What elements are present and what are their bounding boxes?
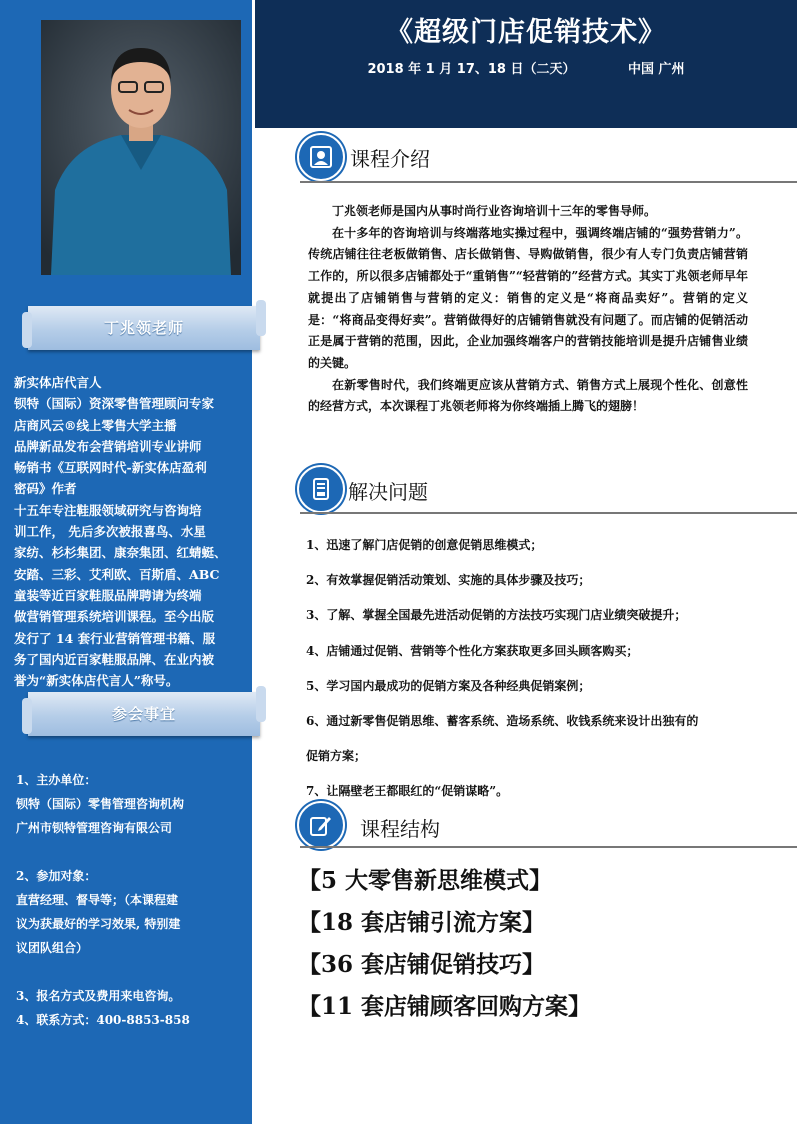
page-subtitle [255, 58, 797, 77]
intro-section-icon [297, 133, 345, 181]
list-item: 1、迅速了解门店促销的创意促销思维模式； [306, 538, 543, 552]
page-header [255, 0, 797, 128]
attend-line: 2、参加对象： [16, 869, 97, 883]
attend-line [16, 960, 246, 984]
attend-line: 4、联系方式：400-8853-858 [16, 1013, 190, 1027]
attend-line: 议为获最好的学习效果, 特别建 [16, 917, 181, 931]
bio-line: 新实体店代言人 [14, 375, 102, 390]
bio-line: 畅销书《互联网时代-新实体店盈利 [14, 460, 207, 476]
instructor-portrait [41, 20, 241, 275]
list-item: 2、有效掌握促销活动策划、实施的具体步骤及技巧； [306, 573, 591, 588]
course-structure [298, 860, 591, 1028]
solve-section-icon [297, 465, 345, 513]
bio-line: 训工作， 先后多次被报喜鸟、水星 [14, 524, 206, 540]
instructor-name-banner: 丁兆领老师 [28, 306, 260, 350]
bio-line: 务了国内近百家鞋服品牌、在业内被 [14, 651, 215, 667]
event-location: 中国 广州 [628, 62, 685, 77]
bio-line: 密码》作者 [14, 481, 77, 497]
list-item: 7、让隔壁老王都眼红的“促销谋略”。 [306, 784, 509, 799]
list-item: 促销方案； [306, 749, 367, 764]
bio-line: 钡特（国际）资深零售管理顾问专家 [14, 396, 215, 412]
list-item: 6、通过新零售促销思维、蓄客系统、造场系统、收钱系统来设计出独有的 [306, 714, 699, 729]
attend-line: 广州市钡特管理咨询有限公司 [16, 821, 173, 835]
list-item: 5、学习国内最成功的促销方案及各种经典促销案例； [306, 678, 591, 693]
struct-section-icon [297, 801, 345, 849]
course-intro [308, 201, 748, 418]
attend-banner: 参会事宜 [28, 692, 260, 736]
instructor-bio [14, 372, 246, 691]
bio-line: 十五年专注鞋服领域研究与咨询培 [14, 502, 202, 518]
edit-icon [310, 814, 332, 836]
bio-line: 做营销管理系统培训课程。至今出版 [14, 609, 215, 625]
attend-line: 3、报名方式及费用来电咨询。 [16, 989, 181, 1003]
bio-line: 誉为“新实体店代言人”称号。 [14, 673, 179, 689]
attend-line: 直营经理、督导等；（本课程建 [16, 893, 179, 907]
structure-item: 【18 套店铺引流方案】 [298, 909, 546, 936]
section-divider [300, 846, 797, 848]
intro-section-title: 课程介绍 [350, 147, 430, 171]
document-icon [310, 478, 332, 500]
attend-line [16, 840, 246, 864]
structure-item: 【36 套店铺促销技巧】 [298, 951, 546, 978]
structure-item: 【5 大零售新思维模式】 [298, 867, 553, 894]
portrait-card-icon [310, 146, 332, 168]
attend-line: 议团队组合） [16, 941, 89, 955]
list-item: 4、店铺通过促销、营销等个性化方案获取更多回头顾客购买； [306, 643, 639, 658]
structure-item: 【11 套店铺顾客回购方案】 [298, 993, 592, 1020]
bio-line: 店商风云®线上零售大学主播 [14, 417, 177, 433]
attend-info [16, 768, 246, 1032]
struct-section-title: 课程结构 [360, 817, 440, 841]
event-date: 2018 年 1 月 17、18 日（二天） [367, 62, 576, 77]
section-divider [300, 512, 797, 514]
bio-line: 童装等近百家鞋服品牌聘请为终端 [14, 587, 202, 603]
bio-line: 家纺、杉杉集团、康奈集团、红蜻蜓、 [14, 545, 227, 561]
solve-section-title: 解决问题 [348, 480, 428, 504]
problem-list [306, 528, 766, 810]
instructor-photo [41, 20, 241, 275]
section-divider [300, 181, 797, 183]
page-title: 《超级门店促销技术》 [386, 17, 666, 48]
intro-paragraph: 在十多年的咨询培训与终端落地实操过程中，强调终端店铺的“强势营销力”。传统店铺往往老板做销售、店长做销售、导购做销售，很少有人专门负责店铺营销工作的，所以很多店铺都处于“重销售”“轻营销的”经营方式。其实丁兆领老师早年就提出了店铺销售与营销的定义：销售的定义是“将商品卖好”。营销的定义是：“将商品变得好卖”。营销做得好的店铺销售就没有问题了。而店铺的促销活动正是属于营销的范围，因此，企业加强终端客户的营销技能培训是提升店铺售业绩的关键。 [308, 225, 748, 370]
bio-line: 品牌新品发布会营销培训专业讲师 [14, 438, 202, 454]
list-item: 3、了解、掌握全国最先进活动促销的方法技巧实现门店业绩突破提升； [306, 608, 687, 623]
intro-paragraph: 丁兆领老师是国内从事时尚行业咨询培训十三年的零售导师。 [332, 204, 657, 218]
attend-line: 1、主办单位： [16, 773, 97, 787]
bio-line: 发行了 14 套行业营销管理书籍、服 [14, 630, 216, 646]
intro-paragraph: 在新零售时代，我们终端更应该从营销方式、销售方式上展现个性化、创意性的经营方式，本次课程丁兆领老师将为你终端插上腾飞的翅膀！ [308, 377, 748, 414]
bio-line: 安踏、三彩、艾利欧、百斯盾、ABC [14, 566, 220, 582]
attend-line: 钡特（国际）零售管理咨询机构 [16, 797, 185, 811]
